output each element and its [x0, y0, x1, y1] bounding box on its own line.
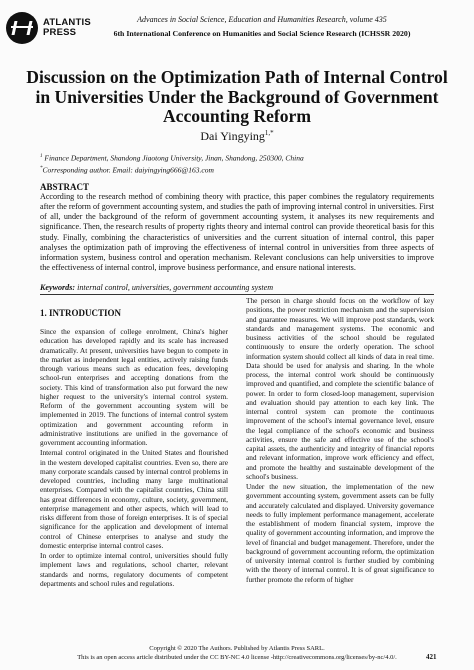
running-header — [82, 14, 442, 40]
intro-paragraph-1: Since the expansion of college enrolment, China's higher education has developed rapidly and its scale has increased dramatically. At present, universities have begun to compete in the market as independent legal entities, actively raising funds through various means such as education fees, developing school-run enterprises and accepting donations from the society. This kind of transformation also put forward the new higher request to the university's internal control system. Reform of the government accounting system will be implemented in 2019. The functions of internal control system optimization and government accounting reform in administrative institutions are unified in the governance of government accounting information. — [40, 327, 228, 447]
paper-title: Discussion on the Optimization Path of Internal Control in Universities Under the Background of Government Accounting Reform — [26, 67, 448, 126]
copyright-footer — [40, 644, 434, 662]
intro-paragraph-2: Internal control originated in the United States and flourished in the western developed capitalist countries. Even so, there are many corporate scandals caused by internal control problems in developed countries, including many large multinational enterprises. Compared with the capitalist countries, China still has great differences in economy, culture, society, government, enterprise management and other aspects, which will lead to risks different from those of foreign enterprises. It is of special significance for the application and development of internal control of Chinese enterprises to analyse and study the domestic enterprise internal control cases. — [40, 448, 228, 550]
conference-name: 6th International Conference on Humanities and Social Science Research (ICHSSR 2020) — [113, 29, 411, 38]
intro-heading: 1. INTRODUCTION — [40, 308, 122, 318]
author-name: Dai Yingying — [200, 129, 265, 143]
intro-paragraph-3: In order to optimize internal control, universities should fully implement laws and regulations, school charter, relevant standards and norms, regulatory documents of competent departments and school rules and regulations. — [40, 551, 228, 588]
page-number: 421 — [426, 653, 437, 661]
left-column — [40, 296, 228, 589]
abstract-heading: ABSTRACT — [40, 182, 90, 192]
abstract-text: According to the research method of combining theory with practice, this paper combines the regulatory requirements after the reform of government accounting system, and studies the path of improving internal control in universities. First of all, under the background of the reform of government accounting system, it analyses its new requirements and significance. Then, the research results of property rights theory and internal control can provide theoretical basis for this study. Finally, combining the characteristics of universities and the current situation of internal control, this paper analyses the optimization path of improving the effectiveness of internal control in universities from three aspects of information system, business control and operation mechanism. Relevant conclusions can help universities to improve the effectiveness of internal control, improve business performance, and ensure national interests. — [40, 192, 434, 273]
publisher-logo — [6, 12, 91, 44]
copyright-line: Copyright © 2020 The Authors. Published by Atlantis Press SARL. — [149, 645, 325, 652]
keywords-label: Keywords: — [40, 283, 76, 292]
affiliation-1 — [40, 152, 460, 164]
logo-line-2: PRESS — [43, 27, 77, 38]
section-divider — [40, 294, 434, 295]
right-paragraph-1: The person in charge should focus on the workflow of key positions, the power restriction mechanism and the supervision and guarantee measures. We will improve post standards, work standards and management systems. The economic and business activities of the school should be regulated continuously to ensure the orderly operation. The school information system should collect all kinds of data in real time. Data should be used for analysis and sharing. In the whole process, the internal control work should be continuously improved and quantified, and complete the scientific balance of power. In order to form closed-loop management, supervision and evaluation should pay attention to each key link. The internal control system can promote the continuous improvement of the school's internal governance level, ensure the legal compliance of the school's economic and business activities, ensure the safe and effective use of the school's capital assets, the authenticity and integrity of financial reports and relevant information, improve work efficiency and effect, and promote the healthy and sustainable development of the school's business. — [246, 296, 434, 481]
affiliation-2 — [40, 164, 460, 176]
affiliation-2-text: Corresponding author. Email: daiyingying666@163.com — [42, 165, 214, 174]
atlantis-logo-icon — [6, 12, 38, 44]
keywords — [40, 283, 434, 293]
affiliation-1-text: Finance Department, Shandong Jiaotong University, Jinan, Shandong, 250300, China — [44, 153, 304, 163]
author-marks: 1,* — [264, 129, 274, 137]
affiliations — [40, 152, 460, 175]
keywords-text: internal control, universities, government accounting system — [77, 283, 274, 292]
journal-name: Advances in Social Science, Education and Humanities Research, volume 435 — [137, 15, 387, 24]
right-column — [246, 296, 434, 585]
author-line — [0, 129, 474, 144]
right-paragraph-2: Under the new situation, the implementation of the new government accounting system, government assets can be fully and accurately calculated and displayed. University governance needs to fully implement performance management, accelerate the establishment of modern financial system, improve the quality of government accounting information, and improve the level of financial and budget management. Therefore, under the background of government accounting reform, the optimization of university internal control is further studied by combining with the theory of internal control. It is of great significance to further promote the reform of higher — [246, 482, 434, 584]
affiliation-1-mark: 1 — [40, 154, 43, 159]
logo-line-1: ATLANTIS — [43, 17, 91, 28]
affiliation-2-mark: * — [40, 165, 43, 171]
license-line: This is an open access article distributed under the CC BY-NC 4.0 license -http://creativecommons.org/licenses/by-nc/4.0/. — [77, 654, 397, 661]
